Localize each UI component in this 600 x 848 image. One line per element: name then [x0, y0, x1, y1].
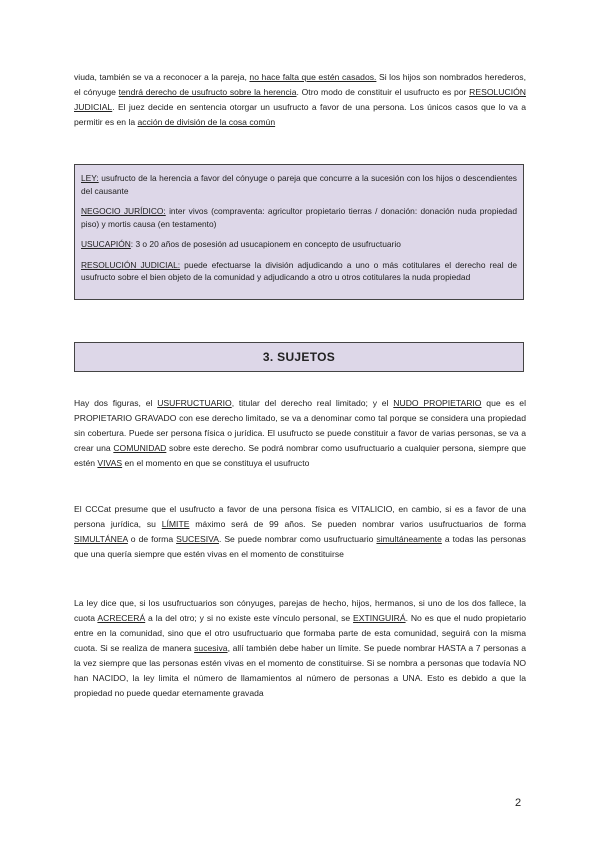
box-label: NEGOCIO JURÍDICO: — [81, 206, 166, 216]
text-run: viuda, también se va a reconocer a la pareja, — [74, 72, 250, 82]
box-item-resolucion — [81, 259, 517, 284]
underlined-text: no hace falta que estén casados. — [249, 72, 377, 82]
underlined-text: sucesiva — [194, 643, 228, 653]
intro-paragraph — [74, 70, 526, 130]
page-number: 2 — [515, 797, 522, 809]
paragraph-sujetos — [74, 396, 526, 471]
text-run: . Otro modo de constituir el usufructo es por — [296, 87, 470, 97]
paragraph-acrecera — [74, 596, 526, 701]
underlined-text: VIVAS — [97, 458, 123, 468]
text-run: . El juez decide en sentencia otorgar un usufructo a favor de una persona. Los únicos casos que lo va a permitir es en la — [74, 102, 526, 127]
text-run: sobre este derecho. Se podrá nombrar como usufructuario a cualquier persona, siempre que estén — [74, 443, 526, 468]
box-item-ley — [81, 172, 517, 197]
underlined-text: USUFRUCTUARIO — [157, 398, 232, 408]
section-heading — [74, 342, 524, 372]
text-run: . Se puede nombrar como usufructuario — [218, 534, 377, 544]
box-text: puede efectuarse la división adjudicando a uno o más cotitulares el derecho real de usufructo sobre el bien objeto de la comunidad y adjudicando a otro u otros cotitulares la nuda propiedad — [81, 259, 518, 282]
box-item-negocio — [81, 205, 517, 230]
text-run: La ley dice que, si los usufructuarios son cónyuges, parejas de hecho, hijos, hermanos, si uno de los dos fallece, la cuota — [74, 598, 526, 623]
box-text: inter vivos (compraventa: agricultor propietario tierras / donación: donación nuda propiedad piso) y mortis causa (en testamento) — [81, 206, 517, 229]
text-run: Hay dos figuras, el — [74, 398, 158, 408]
text-run: que es el PROPIETARIO GRAVADO con ese derecho limitado, se va a denominar como tal porque se considera una propiedad sin cobertura. Puede ser persona física o jurídica. El usufructo se puede constituir a favor de varias personas, se va a crear una — [74, 398, 526, 453]
box-label: USUCAPIÓN — [81, 239, 131, 249]
text-run: a todas las personas que una quería siempre que estén vivas en el momento de constituirse — [74, 534, 526, 559]
box-item-usucapion — [81, 238, 517, 251]
underlined-text: LÍMITE — [161, 519, 190, 529]
text-run: o de forma — [127, 534, 177, 544]
underlined-text: SIMULTÁNEA — [74, 534, 128, 544]
section-title: 3. SUJETOS — [262, 350, 336, 364]
text-run: , titular del derecho real limitado; y el — [231, 398, 394, 408]
underlined-text: EXTINGUIRÁ — [353, 613, 406, 623]
text-run: Si los hijos son nombrados herederos, el cónyuge — [74, 72, 526, 97]
underlined-text: ACRECERÁ — [97, 613, 146, 623]
text-run: máximo será de 99 años. Se pueden nombrar varios usufructuarios de forma — [189, 519, 526, 529]
box-label: RESOLUCIÓN JUDICIAL: — [81, 259, 181, 270]
underlined-text: simultáneamente — [376, 534, 442, 544]
text-run: , allí también debe haber un límite. Se puede nombrar HASTA a 7 personas a la vez siempre que las personas estén vivas en el momento de constituirse. Si se nombra a personas que todavía NO han NACIDO, la ley limita el número de llamamientos al número de personas a UNA. Esto es debido a que la propiedad no puede quedar eternamente gravada — [74, 643, 526, 698]
underlined-text: COMUNIDAD — [113, 443, 167, 453]
text-run: . No es que el nudo propietario entre en la comunidad, sino que el otro usufructuario que formaba parte de esta comunidad, seguirá con la misma cuota. Si se realiza de manera — [74, 613, 526, 653]
paragraph-vitalicio — [74, 502, 526, 562]
text-run: El CCCat presume que el usufructo a favor de una persona física es VITALICIO, en cambio, si es a favor de una persona jurídica, su — [74, 504, 526, 529]
text-run: a la del otro; y si no existe este vínculo personal, se — [145, 613, 354, 623]
underlined-text: acción de división de la cosa común — [137, 117, 276, 127]
summary-box — [74, 164, 524, 300]
underlined-text: RESOLUCIÓN JUDICIAL — [74, 87, 526, 112]
text-run: en el momento en que se constituya el usufructo — [122, 458, 310, 468]
underlined-text: SUCESIVA — [176, 534, 219, 544]
box-label: LEY: — [81, 173, 99, 183]
underlined-text: NUDO PROPIETARIO — [393, 398, 482, 408]
box-text: : 3 o 20 años de posesión ad usucapionem en concepto de usufructuario — [130, 239, 401, 249]
box-text: usufructo de la herencia a favor del cónyuge o pareja que concurre a la sucesión con los hijos o descendientes del causante — [81, 173, 517, 196]
underlined-text: tendrá derecho de usufructo sobre la herencia — [118, 87, 297, 97]
